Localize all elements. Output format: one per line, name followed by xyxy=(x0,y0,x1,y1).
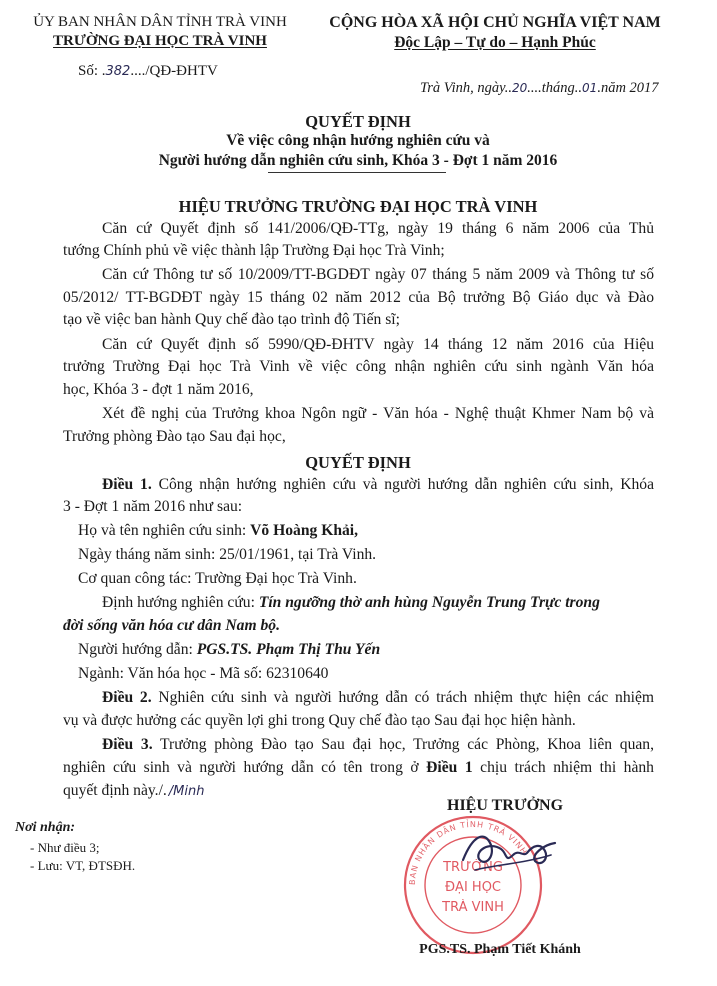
signer-title: HIỆU TRƯỞNG xyxy=(446,797,564,814)
article-2-label: Điều 2. xyxy=(102,689,152,706)
preamble-3-line1: Căn cứ Quyết định số 5990/QĐ-ĐHTV ngày 14 tháng 12 năm 2016 của Hiệu xyxy=(102,336,654,353)
handwritten-initials: /Minh xyxy=(168,784,205,799)
seal-text-line2: ĐẠI HỌC xyxy=(444,880,502,895)
article-3-label: Điều 3. xyxy=(102,736,153,753)
student-dob: Ngày tháng năm sinh: 25/01/1961, tại Trà Vinh. xyxy=(78,546,377,563)
article-1-line2: 3 - Đợt 1 năm 2016 như sau: xyxy=(63,498,243,515)
handwritten-number: 382 xyxy=(105,64,131,79)
preamble-2-line2: 05/2012/ TT-BGDĐT ngày 15 tháng 02 năm 2012 của Bộ trưởng Bộ Giáo dục và Đào xyxy=(63,289,654,306)
document-title: QUYẾT ĐỊNH xyxy=(305,112,411,131)
article-3-line2: nghiên cứu sinh và người hướng dẫn có tên trong ở Điều 1 chịu trách nhiệm thi hành xyxy=(63,759,654,776)
research-direction-line1: Định hướng nghiên cứu: Tín ngưỡng thờ anh hùng Nguyễn Trung Trực trong xyxy=(102,594,600,611)
article-1-label: Điều 1. xyxy=(102,476,152,493)
title-underline xyxy=(268,172,446,173)
recipients-heading: Nơi nhận: xyxy=(15,820,76,835)
advisor: Người hướng dẫn: PGS.TS. Phạm Thị Thu Yến xyxy=(78,641,381,658)
article-2-line2: vụ và được hưởng các quyền lợi ghi trong Quy chế đào tạo Sau đại học hiện hành. xyxy=(63,712,576,729)
seal-text-line1: TRƯỜNG xyxy=(443,860,503,875)
preamble-4-line2: Trưởng phòng Đào tạo Sau đại học, xyxy=(63,428,286,445)
seal-text-line3: TRÀ VINH xyxy=(442,900,504,915)
issuing-authority: HIỆU TRƯỞNG TRƯỜNG ĐẠI HỌC TRÀ VINH xyxy=(178,197,538,216)
recipient-item: - Lưu: VT, ĐTSĐH. xyxy=(30,858,136,873)
preamble-1-line1: Căn cứ Quyết định số 141/2006/QĐ-TTg, ngày 19 tháng 6 năm 2006 của Thủ xyxy=(102,220,654,237)
issuer-authority: ỦY BAN NHÂN DÂN TỈNH TRÀ VINH xyxy=(33,14,287,30)
preamble-3-line2: trưởng Trường Đại học Trà Vinh về việc công nhận nghiên cứu sinh ngành Văn hóa xyxy=(63,358,654,375)
national-motto: Độc Lập – Tự do – Hạnh Phúc xyxy=(394,34,596,51)
research-direction-line2: đời sống văn hóa cư dân Nam bộ. xyxy=(63,617,280,634)
title-subject-line2: Người hướng dẫn nghiên cứu sinh, Khóa 3 - Đợt 1 năm 2016 xyxy=(158,152,558,169)
article-2-line1: Điều 2. Nghiên cứu sinh và người hướng dẫn có trách nhiệm thực hiện các nhiệm xyxy=(102,689,655,706)
preamble-3-line3: học, Khóa 3 - đợt 1 năm 2016, xyxy=(63,381,254,398)
handwritten-day: 20 xyxy=(511,81,528,95)
seal-ring-text: BAN NHÂN DÂN TỈNH TRÀ VINH xyxy=(407,819,530,886)
national-title: CỘNG HÒA XÃ HỘI CHỦ NGHĨA VIỆT NAM xyxy=(329,14,661,31)
article-3-line1: Điều 3. Trưởng phòng Đào tạo Sau đại học, Trưởng các Phòng, Khoa liên quan, xyxy=(102,736,655,753)
handwritten-month: 01 xyxy=(582,81,598,95)
signer-name: PGS.TS. Phạm Tiết Khánh xyxy=(419,942,581,957)
article-1-line1: Điều 1. Công nhận hướng nghiên cứu và người hướng dẫn nghiên cứu sinh, Khóa xyxy=(102,476,654,493)
article-3-line3: quyết định này./. /Minh xyxy=(63,782,205,799)
document-number: Số: .382..../QĐ-ĐHTV xyxy=(78,63,218,79)
preamble-2-line3: tạo về việc ban hành Quy chế đào tạo trình độ Tiến sĩ; xyxy=(63,311,400,328)
preamble-4-line1: Xét đề nghị của Trưởng khoa Ngôn ngữ - Văn hóa - Nghệ thuật Khmer Nam bộ và xyxy=(102,405,654,422)
handwritten-signature xyxy=(455,815,575,885)
preamble-2-line1: Căn cứ Thông tư số 10/2009/TT-BGDĐT ngày 07 tháng 5 năm 2009 và Thông tư số xyxy=(102,266,654,283)
student-workplace: Cơ quan công tác: Trường Đại học Trà Vinh. xyxy=(78,570,357,587)
student-name: Họ và tên nghiên cứu sinh: Võ Hoàng Khải, xyxy=(78,522,359,539)
preamble-1-line2: tướng Chính phủ về việc thành lập Trường Đại học Trà Vinh; xyxy=(63,242,445,259)
issuer-name: TRƯỜNG ĐẠI HỌC TRÀ VINH xyxy=(53,33,267,49)
document-date: Trà Vinh, ngày..20....tháng..01.năm 2017 xyxy=(420,80,659,96)
major-code: Ngành: Văn hóa học - Mã số: 62310640 xyxy=(78,665,329,682)
title-subject-line1: Về việc công nhận hướng nghiên cứu và xyxy=(226,132,490,149)
decision-heading: QUYẾT ĐỊNH xyxy=(305,453,411,472)
recipient-item: - Như điều 3; xyxy=(30,840,100,855)
